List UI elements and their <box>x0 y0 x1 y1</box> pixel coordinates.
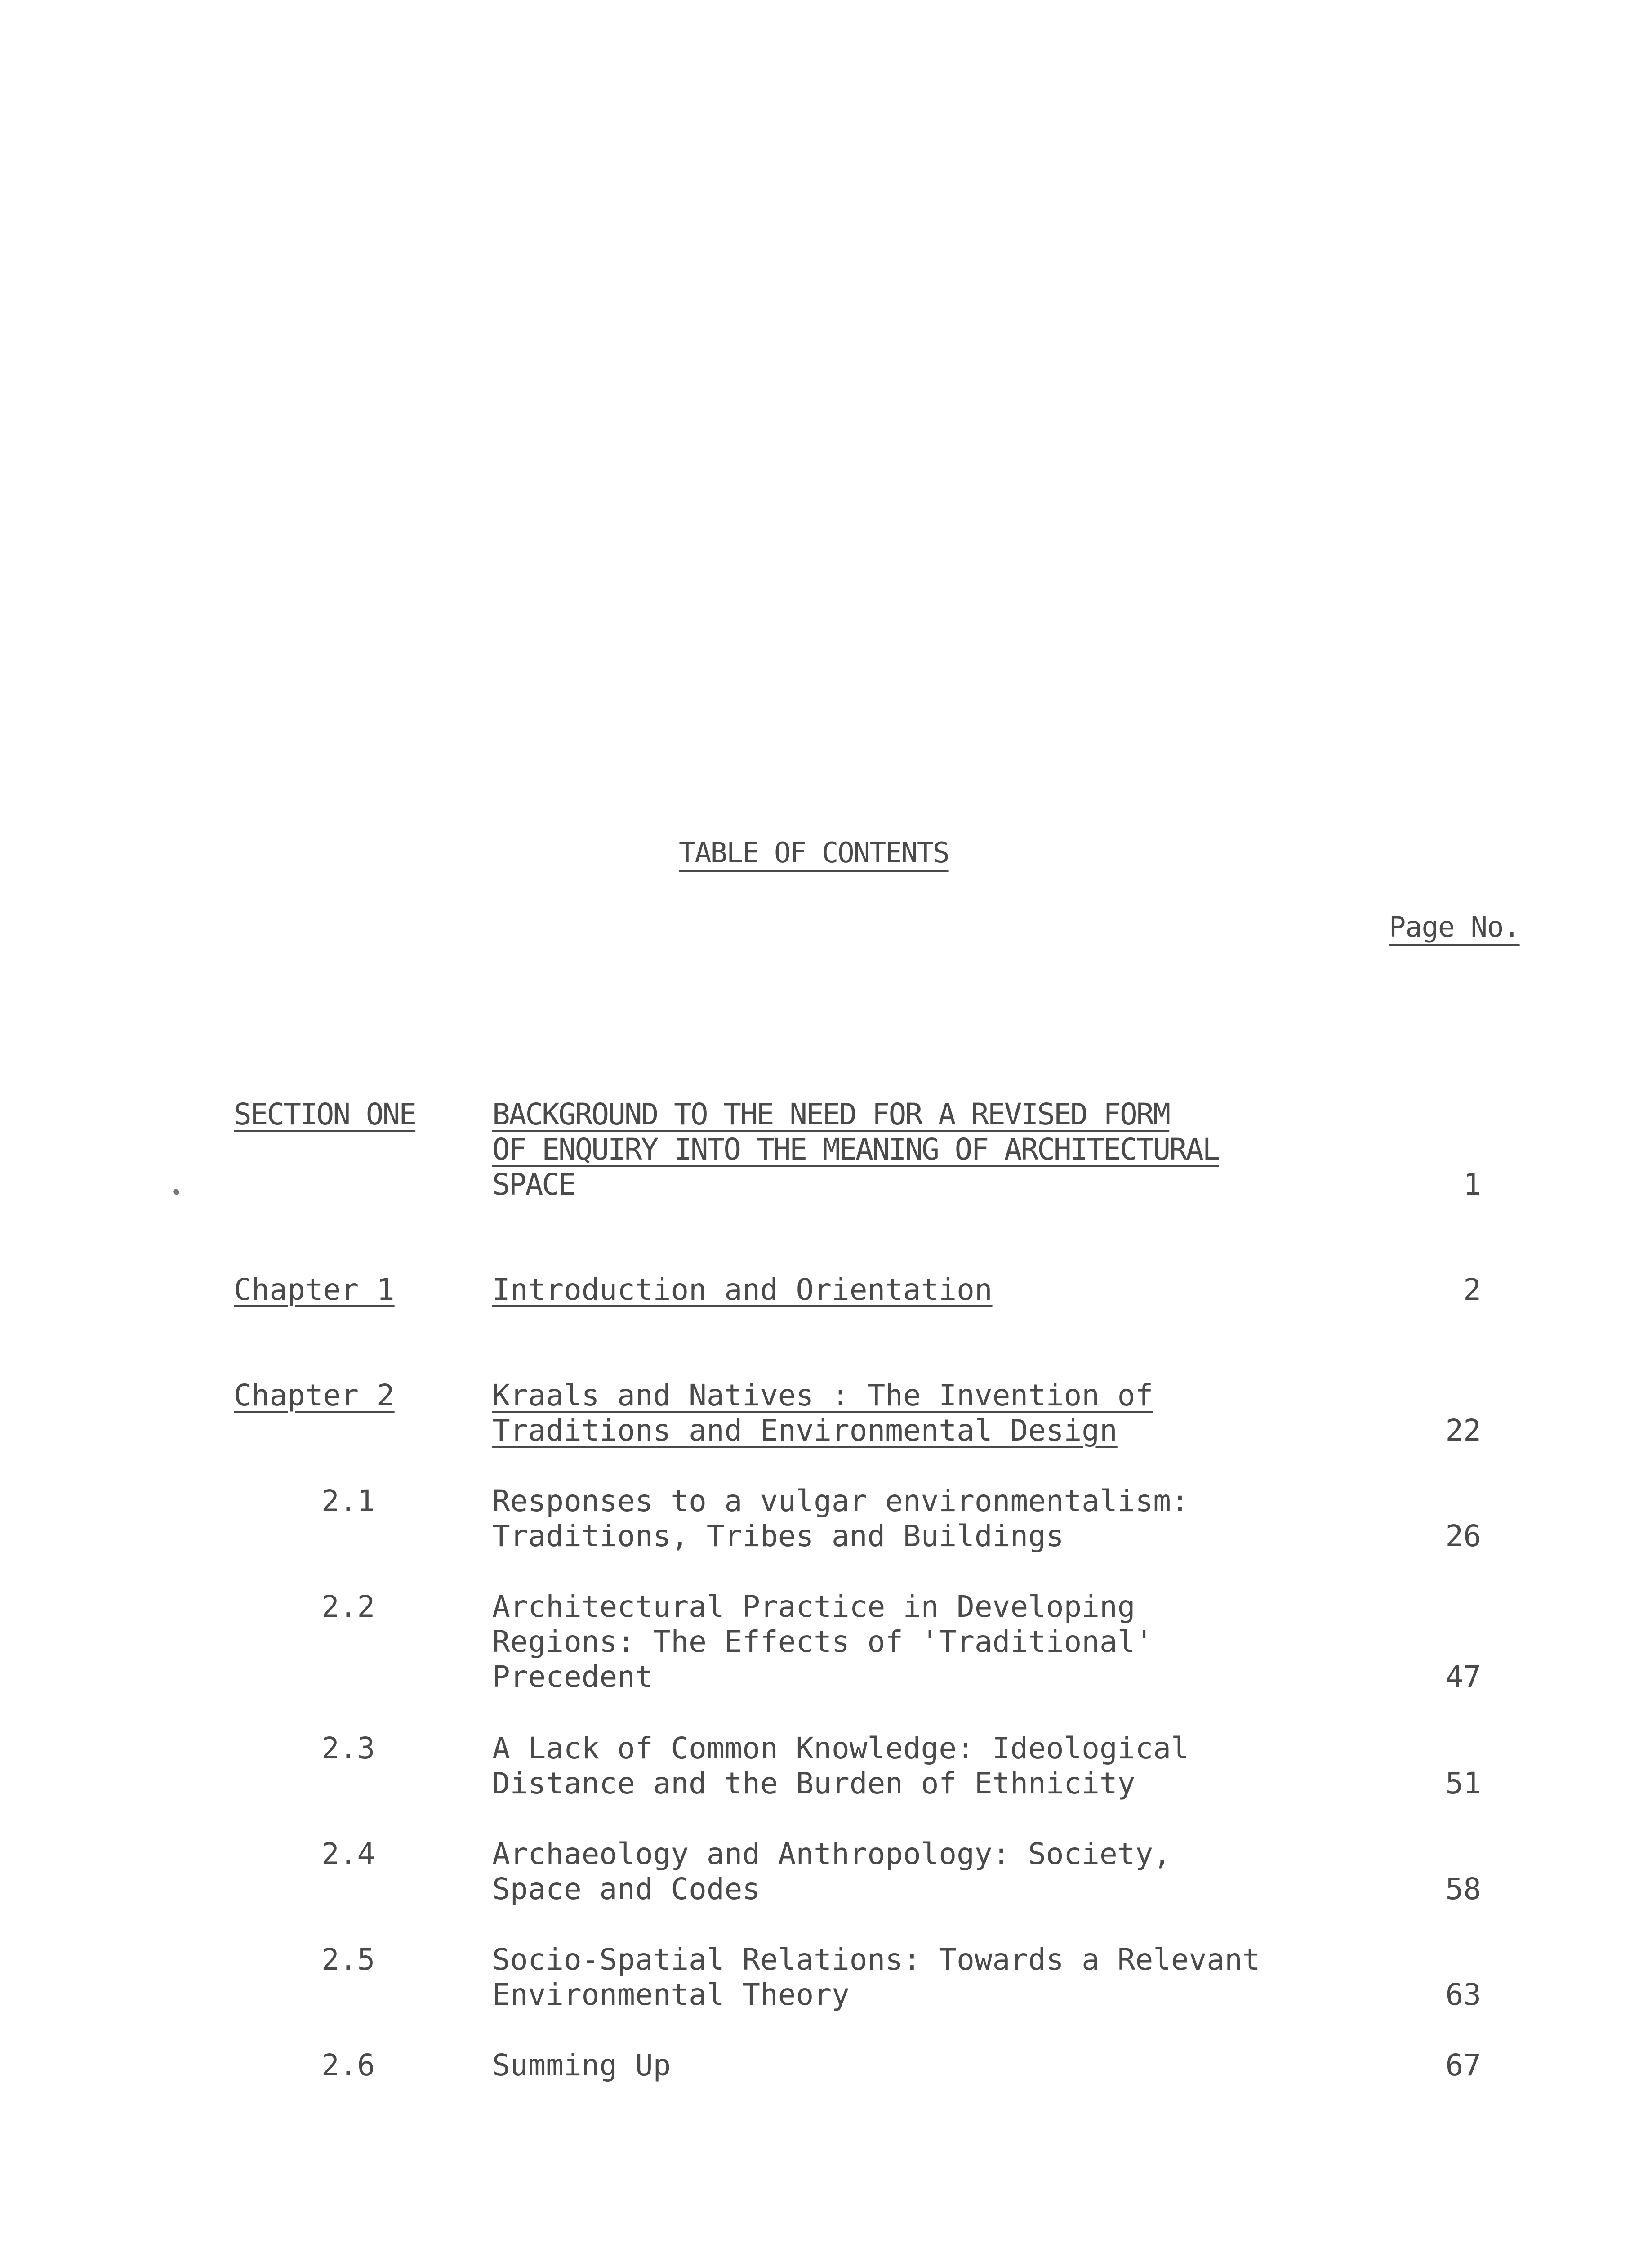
toc-entry-title: A Lack of Common Knowledge: Ideological Distance and the Burden of Ethnicity <box>492 1731 1189 1801</box>
toc-entry-page: 22 <box>1445 1413 1481 1448</box>
toc-entry-label: 2.5 <box>321 1942 375 1977</box>
toc-entry-page: 51 <box>1445 1766 1481 1801</box>
toc-entry-page: 26 <box>1445 1519 1481 1553</box>
toc-entry-title: Summing Up <box>492 2048 671 2083</box>
toc-entry-title: Kraals and Natives : The Invention of Traditions and Environmental Design <box>492 1378 1153 1448</box>
toc-entry-label: 2.6 <box>321 2048 375 2083</box>
toc-entry-page: 2 <box>1463 1272 1481 1307</box>
toc-entry-label: 2.3 <box>321 1731 375 1766</box>
toc-entry-label: 2.1 <box>321 1484 375 1518</box>
toc-entry-label: SECTION ONE <box>234 1097 416 1132</box>
toc-entry-label: 2.2 <box>321 1589 375 1624</box>
toc-entry-page: 58 <box>1445 1872 1481 1906</box>
toc-entry-title: Responses to a vulgar environmentalism: Traditions, Tribes and Buildings <box>492 1484 1189 1553</box>
toc-entry-page: 1 <box>1463 1167 1481 1202</box>
toc-entry-label: Chapter 2 <box>234 1378 395 1413</box>
toc-entry-title: Socio-Spatial Relations: Towards a Relevant Environmental Theory <box>492 1942 1260 2012</box>
toc-entry-page: 63 <box>1445 1977 1481 2012</box>
toc-entry-title: Architectural Practice in Developing Regions: The Effects of 'Traditional' Precedent <box>492 1589 1153 1694</box>
toc-entry-title: Archaeology and Anthropology: Society, Space and Codes <box>492 1837 1171 1906</box>
toc-entry-page: 67 <box>1445 2048 1481 2083</box>
toc-entry-title: BACKGROUND TO THE NEED FOR A REVISED FORM OF ENQUIRY INTO THE MEANING OF ARCHITECTURAL SPACE <box>492 1097 1219 1202</box>
toc-entry-page: 47 <box>1445 1659 1481 1694</box>
stray-mark <box>172 1188 180 1195</box>
toc-entry-label: 2.4 <box>321 1837 375 1871</box>
toc-entry-title: Introduction and Orientation <box>492 1272 993 1307</box>
toc-entry-label: Chapter 1 <box>234 1272 395 1307</box>
page-title: TABLE OF CONTENTS <box>679 836 949 869</box>
page-number-column-header: Page No. <box>1389 910 1520 943</box>
